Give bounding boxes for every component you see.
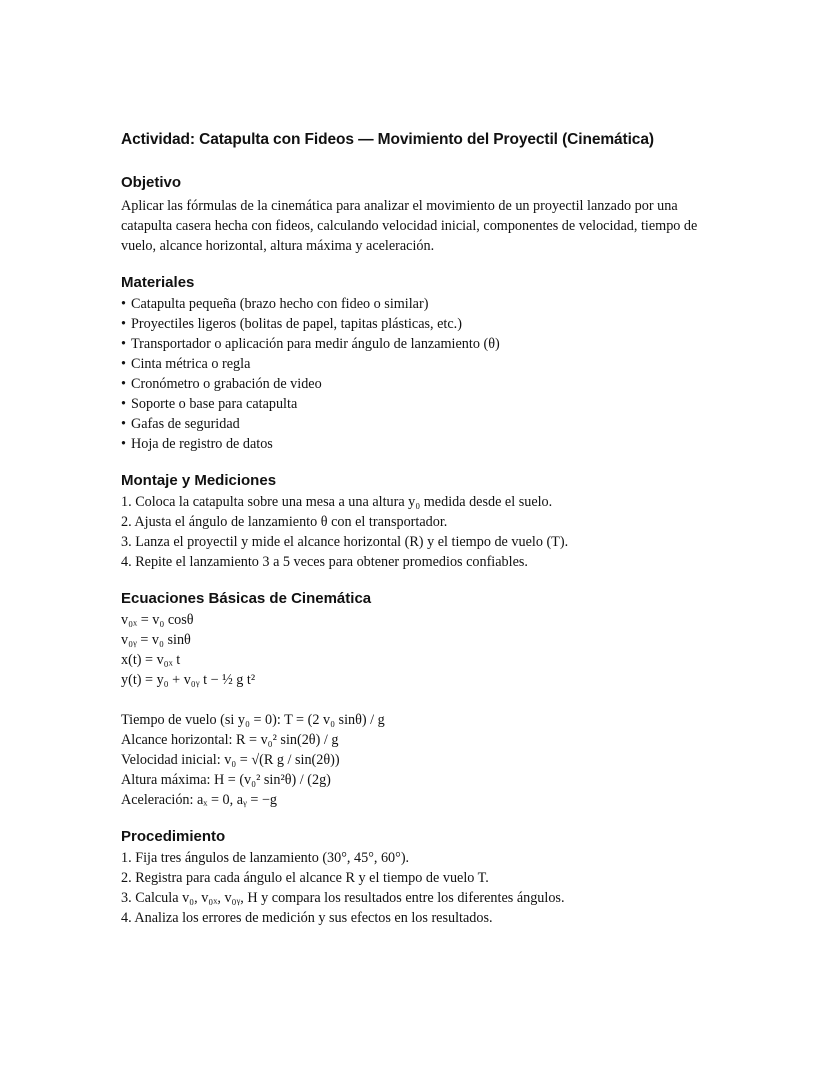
materiales-list	[121, 294, 721, 454]
list-item: 2. Registra para cada ángulo el alcance R y el tiempo de vuelo T.	[121, 870, 489, 886]
list-item: 3. Lanza el proyectil y mide el alcance horizontal (R) y el tiempo de vuelo (T).	[121, 534, 569, 550]
equation-line: Velocidad inicial: v₀ = √(R g / sin(2θ))	[121, 752, 340, 768]
montaje-list	[121, 492, 721, 572]
section-procedimiento	[121, 826, 721, 928]
list-item: • Proyectiles ligeros (bolitas de papel, tapitas plásticas, etc.)	[121, 314, 721, 334]
equation-line: v₀ₓ = v₀ cosθ	[121, 612, 194, 628]
equation-line: v₀ᵧ = v₀ sinθ	[121, 632, 191, 648]
equation-line: Alcance horizontal: R = v₀² sin(2θ) / g	[121, 732, 339, 748]
list-item: • Catapulta pequeña (brazo hecho con fideo o similar)	[121, 294, 721, 314]
list-item: • Cronómetro o grabación de video	[121, 374, 721, 394]
list-item: 2. Ajusta el ángulo de lanzamiento θ con el transportador.	[121, 514, 448, 530]
section-objetivo	[121, 172, 721, 256]
list-item: 1. Fija tres ángulos de lanzamiento (30°, 45°, 60°).	[121, 850, 410, 866]
procedimiento-heading: Procedimiento	[121, 828, 226, 845]
equation-line: Altura máxima: H = (v₀² sin²θ) / (2g)	[121, 772, 331, 788]
document-title: Actividad: Catapulta con Fideos — Movimiento del Proyectil (Cinemática)	[121, 131, 654, 148]
section-montaje	[121, 470, 721, 572]
objetivo-heading: Objetivo	[121, 174, 182, 191]
list-item: • Transportador o aplicación para medir ángulo de lanzamiento (θ)	[121, 334, 721, 354]
section-ecuaciones	[121, 588, 721, 810]
list-item: 4. Repite el lanzamiento 3 a 5 veces para obtener promedios confiables.	[121, 554, 528, 570]
equation-line: y(t) = y₀ + v₀ᵧ t − ½ g t²	[121, 672, 256, 688]
objetivo-text: Aplicar las fórmulas de la cinemática para analizar el movimiento de un proyectil lanzado por una catapulta casera hecha con fideos, calculando velocidad inicial, componentes de velocidad, tiempo de vuelo, alcance horizontal, altura máxima y aceleración.	[121, 198, 698, 254]
list-item: • Gafas de seguridad	[121, 414, 721, 434]
equation-line: Tiempo de vuelo (si y₀ = 0): T = (2 v₀ sinθ) / g	[121, 712, 385, 728]
list-item: 4. Analiza los errores de medición y sus efectos en los resultados.	[121, 910, 493, 926]
list-item: • Hoja de registro de datos	[121, 434, 721, 454]
equation-line: x(t) = v₀ₓ t	[121, 652, 181, 668]
document-page	[121, 128, 721, 944]
montaje-heading: Montaje y Mediciones	[121, 472, 277, 489]
list-item: 3. Calcula v₀, v₀ₓ, v₀ᵧ, H y compara los resultados entre los diferentes ángulos.	[121, 890, 565, 906]
section-materiales	[121, 272, 721, 454]
materiales-heading: Materiales	[121, 274, 195, 291]
list-item: 1. Coloca la catapulta sobre una mesa a una altura y₀ medida desde el suelo.	[121, 494, 553, 510]
ecuaciones-heading: Ecuaciones Básicas de Cinemática	[121, 590, 372, 607]
list-item: • Soporte o base para catapulta	[121, 394, 721, 414]
equation-line: Aceleración: aₓ = 0, aᵧ = −g	[121, 792, 277, 808]
list-item: • Cinta métrica o regla	[121, 354, 721, 374]
spacer	[121, 690, 721, 710]
procedimiento-list	[121, 848, 721, 928]
